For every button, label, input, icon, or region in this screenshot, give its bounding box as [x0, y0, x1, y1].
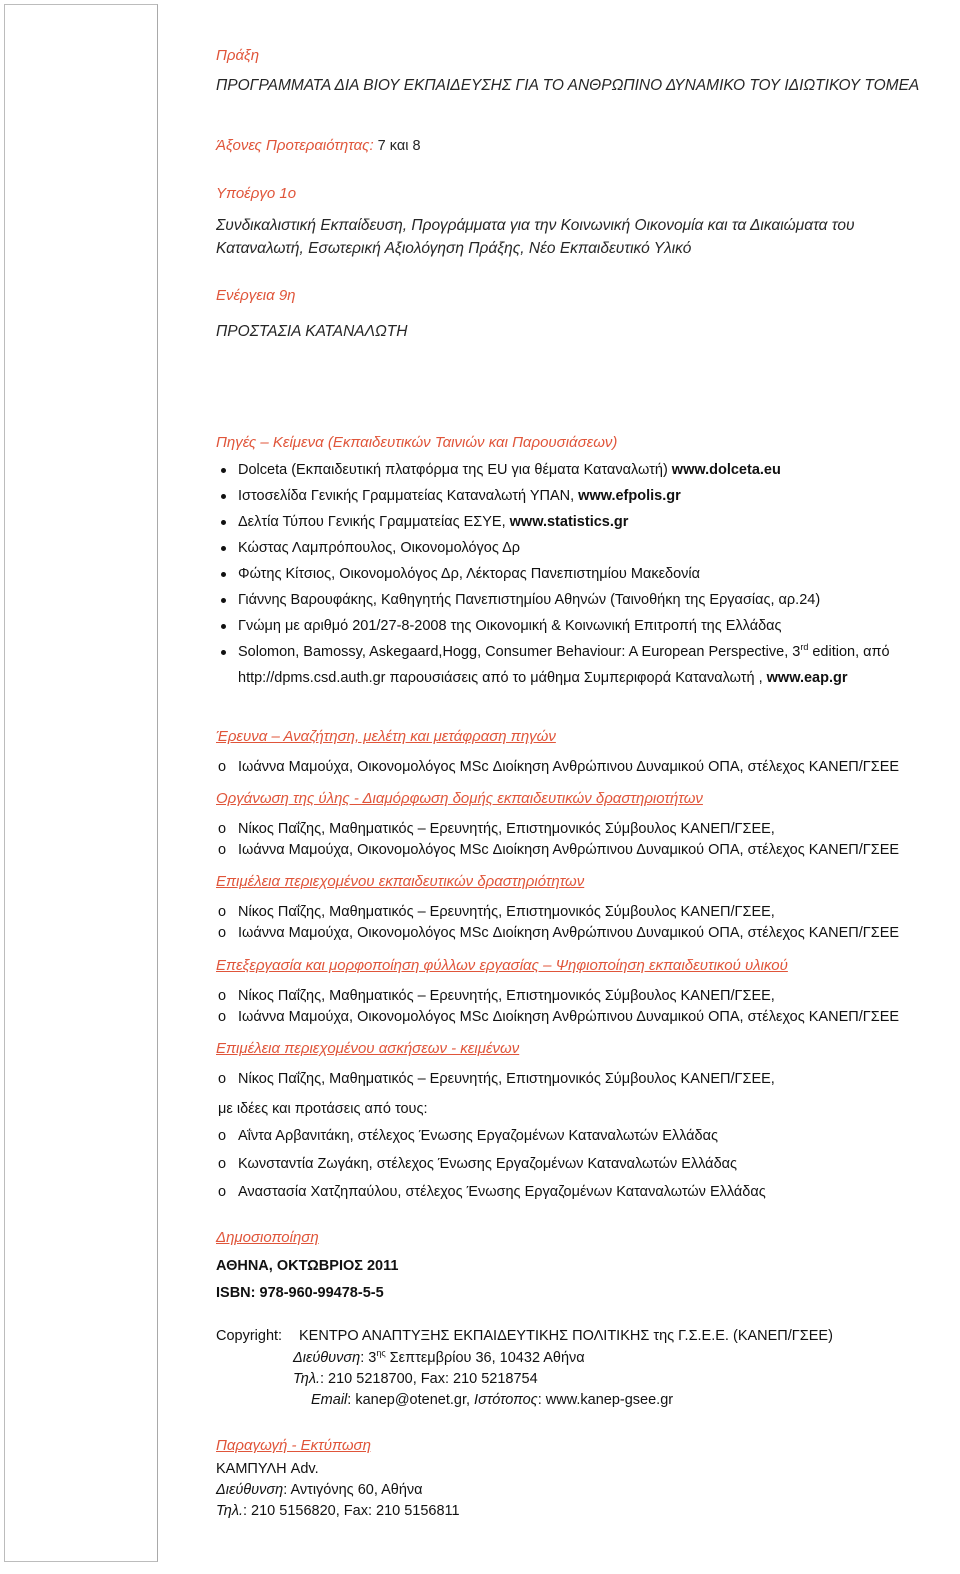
source-text: Dolceta (Εκπαιδευτική πλατφόρμα της EU για θέματα Καταναλωτή)	[238, 462, 672, 478]
address-label: Διεύθυνση	[216, 1482, 284, 1498]
axes-label: Άξονες Προτεραιότητας:	[216, 137, 374, 154]
superscript: rd	[800, 642, 809, 653]
editing-item: Νίκος Παΐζης, Μαθηματικός – Ερευνητής, Επιστημονικός Σύμβουλος ΚΑΝΕΠ/ΓΣΕΕ,	[238, 904, 775, 920]
processing-heading: Επεξεργασία και μορφοποίηση φύλλων εργασίας – Ψηφιοποίηση εκπαιδευτικού υλικού	[216, 957, 788, 974]
source-text: http://dpms.csd.auth.gr παρουσιάσεις από το μάθημα Συμπεριφορά Καταναλωτή ,	[238, 670, 767, 686]
source-text: Ιστοσελίδα Γενικής Γραμματείας Καταναλωτή ΥΠΑΝ,	[238, 488, 579, 504]
production-address	[216, 1480, 423, 1500]
bullet-icon	[221, 650, 226, 655]
source-item: Γιάννης Βαρουφάκης, Καθηγητής Πανεπιστημίου Αθηνών (Ταινοθήκη της Εργασίας, αρ.24)	[238, 592, 821, 608]
circle-bullet-icon: o	[218, 988, 227, 1004]
research-item: Ιωάννα Μαμούχα, Οικονομολόγος MSc Διοίκηση Ανθρώπινου Δυναμικού ΟΠΑ, στέλεχος ΚΑΝΕΠ/ΓΣΕΕ	[238, 759, 900, 775]
organization-item: Νίκος Παΐζης, Μαθηματικός – Ερευνητής, Επιστημονικός Σύμβουλος ΚΑΝΕΠ/ΓΣΕΕ,	[238, 821, 775, 837]
bullet-icon	[221, 598, 226, 603]
organization-heading: Οργάνωση της ύλης - Διαμόρφωση δομής εκπαιδευτικών δραστηριοτήτων	[216, 790, 703, 807]
processing-item: Νίκος Παΐζης, Μαθηματικός – Ερευνητής, Επιστημονικός Σύμβουλος ΚΑΝΕΠ/ΓΣΕΕ,	[238, 988, 775, 1004]
activity-label: Ενέργεια 9η	[216, 287, 296, 304]
source-link[interactable]: www.efpolis.gr	[578, 488, 681, 504]
research-heading: Έρευνα – Αναζήτηση, μελέτη και μετάφραση πηγών	[216, 728, 556, 745]
bullet-icon	[221, 624, 226, 629]
source-link[interactable]: www.dolceta.eu	[671, 462, 781, 478]
circle-bullet-icon: o	[218, 925, 227, 941]
bullet-icon	[221, 494, 226, 499]
production-heading: Παραγωγή - Εκτύπωση	[216, 1437, 371, 1454]
action-label: Πράξη	[216, 47, 260, 64]
source-item-continuation	[238, 668, 847, 688]
copyright-phone	[293, 1369, 538, 1389]
email-label: Email	[311, 1392, 348, 1408]
circle-bullet-icon: o	[218, 1184, 227, 1200]
sources-heading: Πηγές – Κείμενα (Εκπαιδευτικών Ταινιών και Παρουσιάσεων)	[216, 434, 618, 451]
circle-bullet-icon: o	[218, 821, 227, 837]
address-text: Σεπτεμβρίου 36, 10432 Αθήνα	[385, 1350, 585, 1366]
source-text: Δελτία Τύπου Γενικής Γραμματείας ΕΣΥΕ,	[238, 514, 510, 530]
activity-title: ΠΡΟΣΤΑΣΙΑ ΚΑΤΑΝΑΛΩΤΗ	[216, 323, 408, 340]
ideas-intro: με ιδέες και προτάσεις από τους:	[218, 1101, 428, 1117]
isbn: ISBN: 978-960-99478-5-5	[216, 1285, 384, 1301]
bullet-icon	[221, 520, 226, 525]
source-link[interactable]: www.eap.gr	[766, 670, 848, 686]
site-value[interactable]: : www.kanep-gsee.gr	[537, 1392, 674, 1408]
source-item	[238, 460, 781, 480]
copyright-label: Copyright:	[216, 1328, 283, 1344]
editing-heading: Επιμέλεια περιεχομένου εκπαιδευτικών δραστηριότητων	[216, 873, 585, 890]
axes-value: 7 και 8	[377, 138, 421, 154]
circle-bullet-icon: o	[218, 904, 227, 920]
phone-value: : 210 5218700, Fax: 210 5218754	[320, 1371, 538, 1387]
action-title: ΠΡΟΓΡΑΜΜΑΤΑ ΔΙΑ ΒΙΟΥ ΕΚΠΑΙΔΕΥΣΗΣ ΓΙΑ ΤΟ ΑΝΘΡΩΠΙΝΟ ΔΥΝΑΜΙΚΟ ΤΟΥ ΙΔΙΩΤΙΚΟΥ ΤΟΜΕΑ	[216, 77, 920, 94]
exercises-heading: Επιμέλεια περιεχομένου ασκήσεων - κειμένων	[216, 1040, 520, 1057]
ideas-item: Αΐντα Αρβανιτάκη, στέλεχος Ένωσης Εργαζομένων Καταναλωτών Ελλάδας	[238, 1128, 718, 1144]
source-item: Γνώμη με αριθμό 201/27-8-2008 της Οικονομική & Κοινωνική Επιτροπή της Ελλάδας	[238, 618, 782, 634]
subproject-label: Υποέργο 1ο	[216, 185, 297, 202]
circle-bullet-icon: o	[218, 1128, 227, 1144]
circle-bullet-icon: o	[218, 842, 227, 858]
source-text: Solomon, Bamossy, Askegaard,Hogg, Consumer Behaviour: A European Perspective, 3	[238, 644, 801, 660]
bullet-icon	[221, 468, 226, 473]
source-text: edition, από	[808, 644, 890, 660]
address-value: : Αντιγόνης 60, Αθήνα	[283, 1482, 423, 1498]
axes-line	[216, 136, 421, 156]
copyright-owner: ΚΕΝΤΡΟ ΑΝΑΠΤΥΞΗΣ ΕΚΠΑΙΔΕΥΤΙΚΗΣ ΠΟΛΙΤΙΚΗΣ της Γ.Σ.Ε.Ε. (ΚΑΝΕΠ/ΓΣΕΕ)	[299, 1328, 833, 1344]
circle-bullet-icon: o	[218, 1071, 227, 1087]
email-value[interactable]: : kanep@otenet.gr,	[347, 1392, 475, 1408]
circle-bullet-icon: o	[218, 1156, 227, 1172]
address-text: : 3	[360, 1350, 377, 1366]
phone-value: : 210 5156820, Fax: 210 5156811	[243, 1503, 460, 1519]
production-company: ΚΑΜΠΥΛΗ Adv.	[216, 1461, 319, 1477]
site-label: Ιστότοπος	[474, 1392, 538, 1408]
ideas-item: Κωνσταντία Ζωγάκη, στέλεχος Ένωσης Εργαζομένων Καταναλωτών Ελλάδας	[238, 1156, 738, 1172]
subproject-title: Συνδικαλιστική Εκπαίδευση, Προγράμματα για την Κοινωνική Οικονομία και τα Δικαιώματα του Καταναλωτή, Εσωτερική Αξιολόγηση Πράξης, Νέο Εκπαιδευτικό Υλικό	[216, 217, 855, 257]
bullet-icon	[221, 546, 226, 551]
circle-bullet-icon: o	[218, 759, 227, 775]
exercises-item: Νίκος Παΐζης, Μαθηματικός – Ερευνητής, Επιστημονικός Σύμβουλος ΚΑΝΕΠ/ΓΣΕΕ,	[238, 1071, 775, 1087]
source-link[interactable]: www.statistics.gr	[509, 514, 629, 530]
copyright-contact	[311, 1390, 673, 1410]
source-item	[238, 512, 628, 532]
source-item	[238, 486, 681, 506]
source-item: Φώτης Κίτσιος, Οικονομολόγος Δρ, Λέκτορας Πανεπιστημίου Μακεδονία	[238, 566, 701, 582]
source-item	[238, 642, 890, 662]
publication-heading: Δημοσιοποίηση	[216, 1229, 319, 1246]
superscript: ης	[376, 1348, 386, 1359]
organization-item: Ιωάννα Μαμούχα, Οικονομολόγος MSc Διοίκηση Ανθρώπινου Δυναμικού ΟΠΑ, στέλεχος ΚΑΝΕΠ/ΓΣΕΕ	[238, 842, 900, 858]
copyright-address	[293, 1348, 585, 1368]
processing-item: Ιωάννα Μαμούχα, Οικονομολόγος MSc Διοίκηση Ανθρώπινου Δυναμικού ΟΠΑ, στέλεχος ΚΑΝΕΠ/ΓΣΕΕ	[238, 1009, 900, 1025]
production-phone	[216, 1501, 460, 1521]
circle-bullet-icon: o	[218, 1009, 227, 1025]
bullet-icon	[221, 572, 226, 577]
phone-label: Τηλ.	[293, 1371, 320, 1387]
ideas-item: Αναστασία Χατζηπαύλου, στέλεχος Ένωσης Εργαζομένων Καταναλωτών Ελλάδας	[238, 1184, 766, 1200]
publication-date: ΑΘΗΝΑ, ΟΚΤΩΒΡΙΟΣ 2011	[216, 1258, 399, 1274]
address-label: Διεύθυνση	[293, 1350, 361, 1366]
source-item: Κώστας Λαμπρόπουλος, Οικονομολόγος Δρ	[238, 540, 521, 556]
phone-label: Τηλ.	[216, 1503, 243, 1519]
editing-item: Ιωάννα Μαμούχα, Οικονομολόγος MSc Διοίκηση Ανθρώπινου Δυναμικού ΟΠΑ, στέλεχος ΚΑΝΕΠ/ΓΣΕΕ	[238, 925, 900, 941]
